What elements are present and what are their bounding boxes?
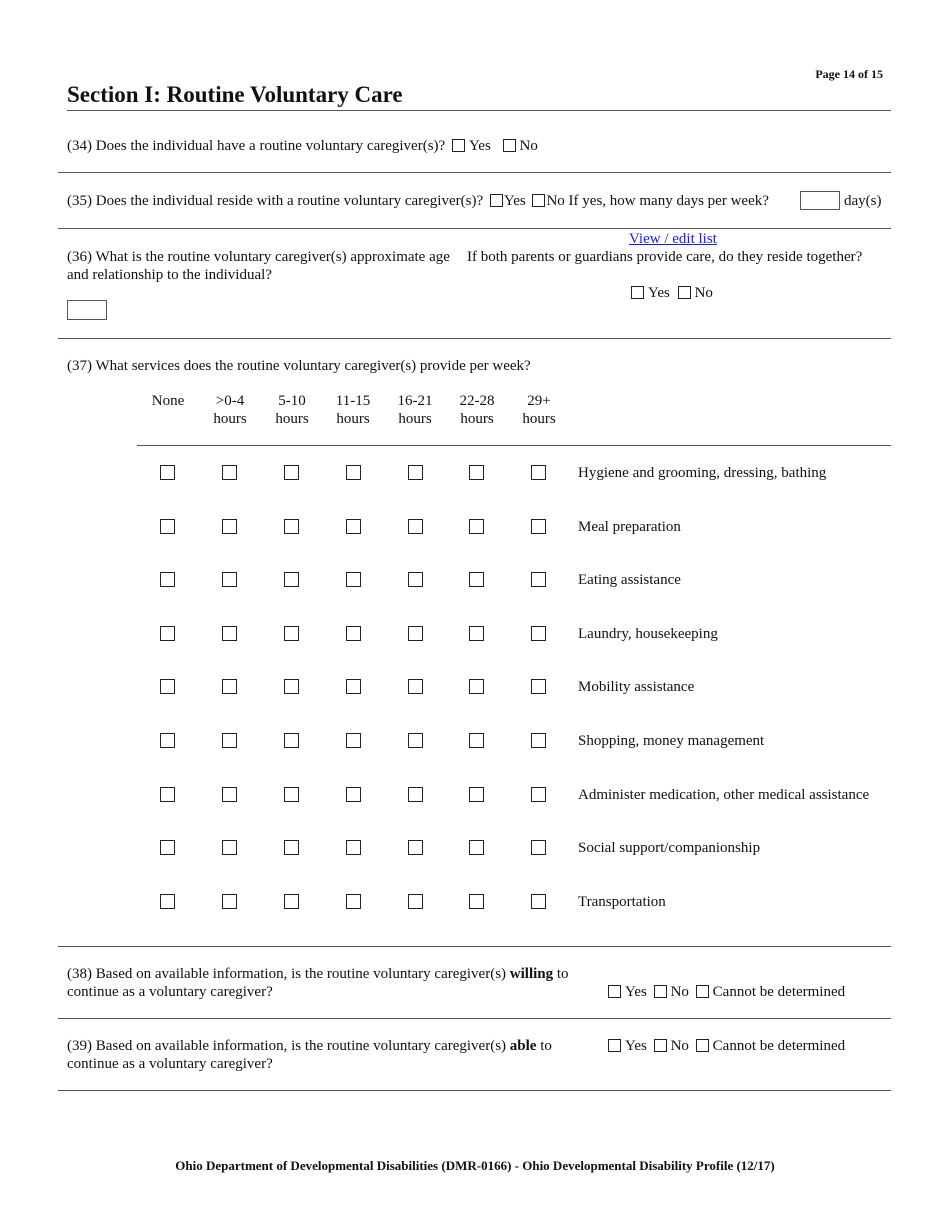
service-checkbox[interactable] (346, 572, 361, 587)
table-divider (137, 445, 891, 446)
service-checkbox[interactable] (222, 465, 237, 480)
q35-followup-text: If yes, how many days per week? (568, 193, 769, 209)
q34-yes-label: Yes (468, 138, 491, 154)
service-label: Shopping, money management (578, 733, 765, 749)
service-checkbox[interactable] (408, 519, 423, 534)
q39-options (608, 1037, 845, 1055)
q34-text: (34) Does the individual have a routine voluntary caregiver(s)? (67, 138, 446, 154)
q38-yes-label: Yes (625, 984, 647, 1000)
q39-cannot-label: Cannot be determined (712, 1038, 846, 1054)
service-checkbox[interactable] (284, 465, 299, 480)
q34-row (67, 137, 538, 155)
service-checkbox[interactable] (284, 894, 299, 909)
divider (58, 1018, 891, 1019)
q38-cannot-checkbox[interactable] (696, 985, 709, 998)
service-checkbox[interactable] (222, 572, 237, 587)
q38-text: (38) Based on available information, is the routine voluntary caregiver(s) willing to continue as a voluntary caregiver? (67, 966, 569, 1000)
service-checkbox[interactable] (160, 572, 175, 587)
q36-no-checkbox[interactable] (678, 286, 691, 299)
page-footer: Ohio Department of Developmental Disabilities (DMR-0166) - Ohio Developmental Disability Profile (12/17) (175, 1158, 775, 1173)
column-header-0-4: >0-4 hours (213, 393, 247, 427)
q39-no-label: No (670, 1038, 689, 1054)
column-header-5-10: 5-10 hours (275, 393, 309, 427)
q36-parents-text: If both parents or guardians provide care, do they reside together? (467, 249, 863, 265)
q36-text: (36) What is the routine voluntary caregiver(s) approximate age and relationship to the individual? (67, 249, 450, 283)
service-checkbox[interactable] (531, 733, 546, 748)
service-checkbox[interactable] (346, 465, 361, 480)
service-label: Transportation (578, 894, 666, 910)
q36-no-label: No (694, 285, 713, 301)
service-checkbox[interactable] (160, 787, 175, 802)
column-header-11-15: 11-15 hours (335, 393, 371, 427)
service-checkbox[interactable] (346, 840, 361, 855)
service-label: Eating assistance (578, 572, 681, 588)
q38-no-checkbox[interactable] (654, 985, 667, 998)
service-checkbox[interactable] (160, 679, 175, 694)
service-checkbox[interactable] (222, 519, 237, 534)
service-checkbox[interactable] (346, 733, 361, 748)
service-checkbox[interactable] (469, 626, 484, 641)
q34-no-label: No (519, 138, 538, 154)
service-checkbox[interactable] (284, 787, 299, 802)
service-checkbox[interactable] (222, 787, 237, 802)
service-checkbox[interactable] (284, 572, 299, 587)
service-checkbox[interactable] (284, 733, 299, 748)
service-checkbox[interactable] (222, 626, 237, 641)
service-checkbox[interactable] (222, 894, 237, 909)
service-checkbox[interactable] (346, 626, 361, 641)
service-label: Administer medication, other medical assistance (578, 787, 870, 803)
service-checkbox[interactable] (469, 840, 484, 855)
q35-no-label: No (546, 193, 565, 209)
service-checkbox[interactable] (408, 840, 423, 855)
q35-yes-checkbox[interactable] (490, 194, 503, 207)
service-label: Hygiene and grooming, dressing, bathing (578, 465, 827, 481)
service-checkbox[interactable] (469, 572, 484, 587)
service-checkbox[interactable] (469, 519, 484, 534)
service-checkbox[interactable] (408, 787, 423, 802)
q38-yes-checkbox[interactable] (608, 985, 621, 998)
service-checkbox[interactable] (531, 519, 546, 534)
q39-no-checkbox[interactable] (654, 1039, 667, 1052)
q35-yes-label: Yes (503, 193, 526, 209)
service-checkbox[interactable] (284, 626, 299, 641)
service-checkbox[interactable] (408, 626, 423, 641)
service-checkbox[interactable] (222, 679, 237, 694)
view-edit-list-link[interactable]: View / edit list (629, 231, 717, 247)
service-label: Laundry, housekeeping (578, 626, 718, 642)
q38-no-label: No (670, 984, 689, 1000)
service-checkbox[interactable] (284, 519, 299, 534)
divider (67, 110, 891, 111)
q39-yes-checkbox[interactable] (608, 1039, 621, 1052)
q35-no-checkbox[interactable] (532, 194, 545, 207)
service-checkbox[interactable] (531, 465, 546, 480)
column-header-29-plus: 29+ hours (522, 393, 556, 427)
divider (58, 172, 891, 173)
service-checkbox[interactable] (284, 679, 299, 694)
service-checkbox[interactable] (160, 894, 175, 909)
q34-yes-checkbox[interactable] (452, 139, 465, 152)
q36-yes-label: Yes (648, 285, 670, 301)
service-checkbox[interactable] (284, 840, 299, 855)
service-checkbox[interactable] (222, 733, 237, 748)
divider (58, 338, 891, 339)
service-checkbox[interactable] (346, 519, 361, 534)
service-checkbox[interactable] (160, 840, 175, 855)
service-checkbox[interactable] (222, 840, 237, 855)
service-checkbox[interactable] (408, 572, 423, 587)
service-checkbox[interactable] (531, 787, 546, 802)
q37-text: (37) What services does the routine voluntary caregiver(s) provide per week? (67, 358, 531, 374)
q36-yes-checkbox[interactable] (631, 286, 644, 299)
q39-yes-label: Yes (625, 1038, 647, 1054)
q35-unit-label: day(s) (844, 193, 882, 209)
service-checkbox[interactable] (469, 787, 484, 802)
q39-text: (39) Based on available information, is the routine voluntary caregiver(s) able to continue as a voluntary caregiver? (67, 1038, 552, 1072)
q38-bold-word: willing (509, 966, 554, 982)
service-checkbox[interactable] (160, 626, 175, 641)
service-checkbox[interactable] (531, 840, 546, 855)
q35-days-input[interactable] (800, 191, 840, 210)
q35-text: (35) Does the individual reside with a routine voluntary caregiver(s)? (67, 193, 484, 209)
service-checkbox[interactable] (160, 733, 175, 748)
service-checkbox[interactable] (346, 894, 361, 909)
column-header-22-28: 22-28 hours (459, 393, 495, 427)
service-checkbox[interactable] (408, 894, 423, 909)
service-checkbox[interactable] (531, 626, 546, 641)
divider (58, 228, 891, 229)
q38-cannot-label: Cannot be determined (712, 984, 846, 1000)
service-checkbox[interactable] (469, 679, 484, 694)
q39-bold-word: able (509, 1038, 537, 1054)
service-checkbox[interactable] (469, 465, 484, 480)
service-checkbox[interactable] (408, 733, 423, 748)
page-number: Page 14 of 15 (815, 67, 883, 81)
service-checkbox[interactable] (346, 679, 361, 694)
service-checkbox[interactable] (469, 894, 484, 909)
service-checkbox[interactable] (469, 733, 484, 748)
column-header-16-21: 16-21 hours (397, 393, 433, 427)
service-checkbox[interactable] (408, 679, 423, 694)
section-title: Section I: Routine Voluntary Care (67, 82, 403, 107)
service-label: Mobility assistance (578, 679, 695, 695)
q34-no-checkbox[interactable] (503, 139, 516, 152)
q39-cannot-checkbox[interactable] (696, 1039, 709, 1052)
column-header-none: None (151, 393, 185, 409)
service-label: Meal preparation (578, 519, 681, 535)
service-checkbox[interactable] (531, 679, 546, 694)
q38-options (608, 983, 845, 1001)
divider (58, 1090, 891, 1091)
q35-row (67, 192, 769, 210)
service-checkbox[interactable] (160, 519, 175, 534)
service-checkbox[interactable] (160, 465, 175, 480)
service-label: Social support/companionship (578, 840, 761, 856)
q36-age-relationship-input[interactable] (67, 300, 107, 320)
service-checkbox[interactable] (346, 787, 361, 802)
q36-parents-options (631, 284, 713, 302)
service-checkbox[interactable] (531, 894, 546, 909)
service-checkbox[interactable] (531, 572, 546, 587)
service-checkbox[interactable] (408, 465, 423, 480)
divider (58, 946, 891, 947)
